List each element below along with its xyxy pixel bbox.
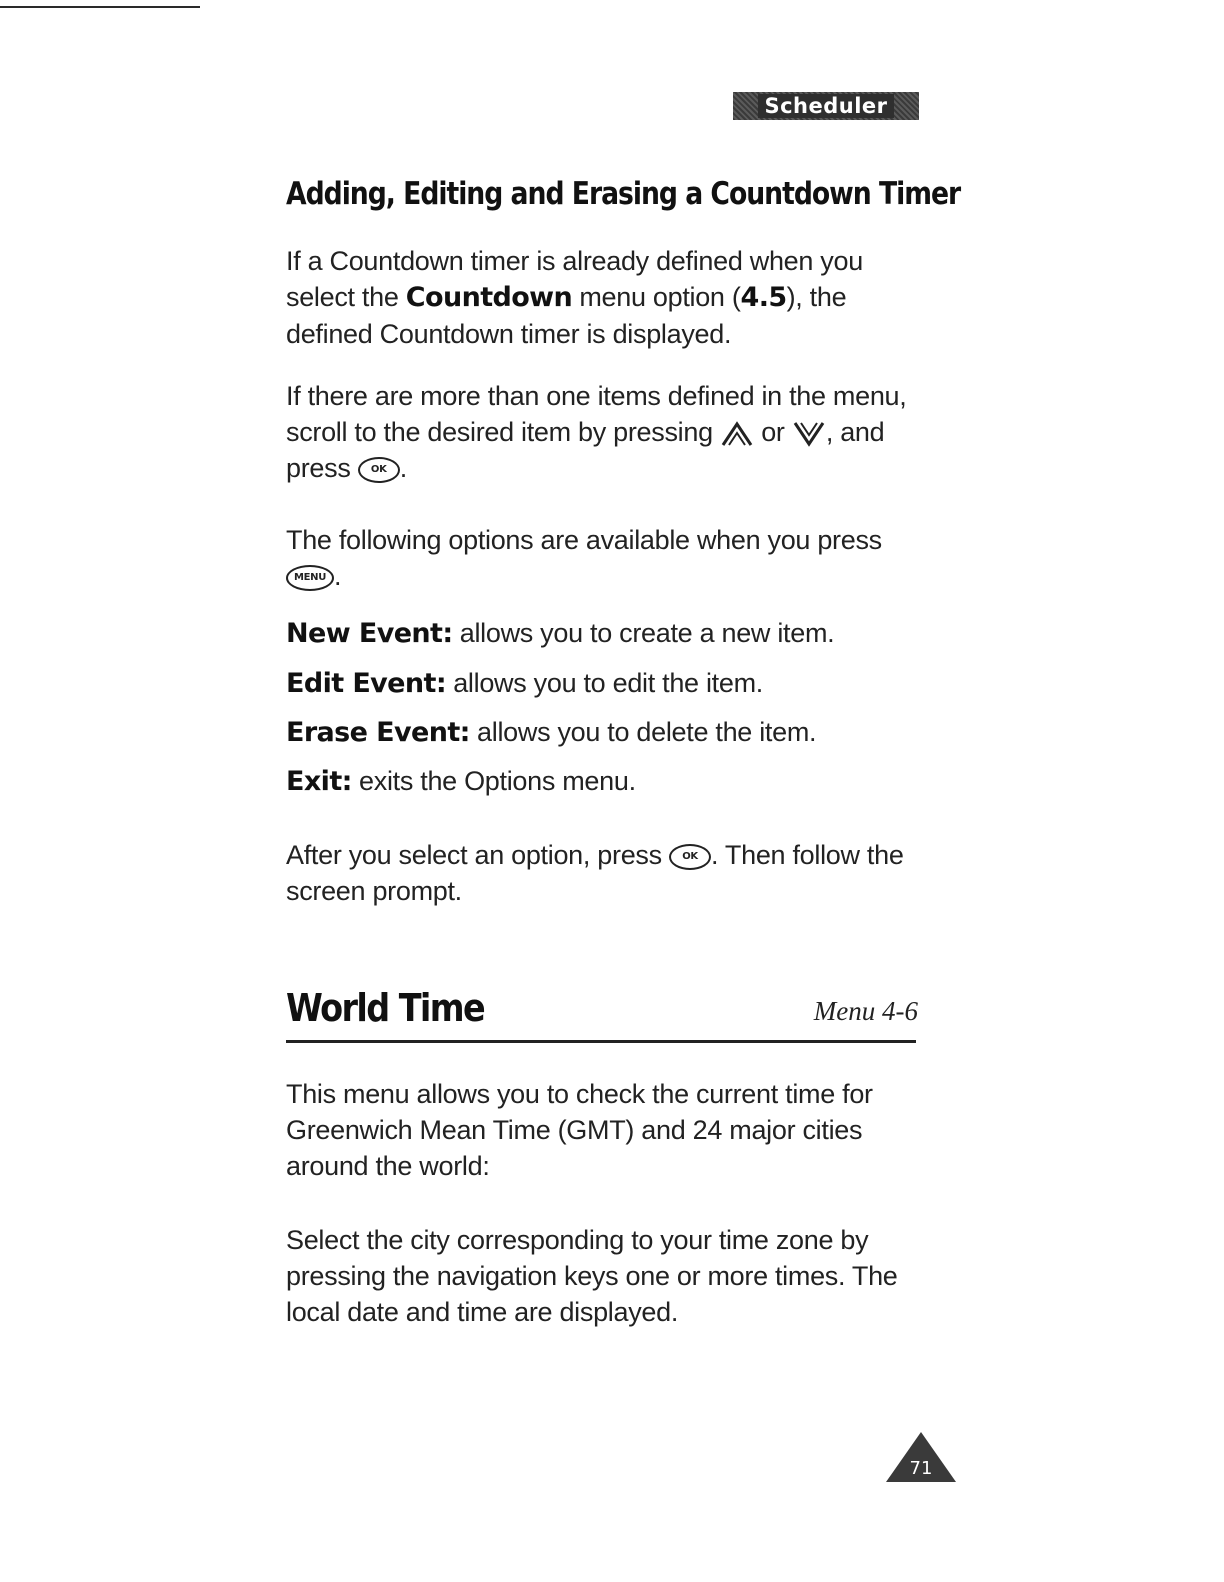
page-number: 71 [909, 1458, 933, 1479]
menu-reference: Menu 4-6 [813, 996, 918, 1026]
countdown-paragraph-2: If there are more than one items defined in the menu, scroll to the desired item by pressing or , and press OK . [286, 381, 907, 483]
up-key-icon [720, 421, 754, 447]
heading-rule [286, 1040, 916, 1043]
countdown-paragraph-1: If a Countdown timer is already defined when you select the Countdown menu option (4.5), the defined Countdown timer is displayed. [286, 246, 863, 349]
menu-key-icon: MENU [286, 565, 334, 591]
top-rule [0, 6, 200, 8]
section-tab [733, 92, 919, 120]
world-time-heading: World Time [286, 986, 485, 1030]
option-new-event: New Event: allows you to create a new item. [286, 618, 835, 649]
ok-key-icon: OK [358, 457, 400, 483]
countdown-paragraph-4: After you select an option, press OK . Then follow the screen prompt. [286, 840, 904, 906]
countdown-menu-number: 4.5 [740, 282, 787, 313]
countdown-menu-name: Countdown [405, 282, 573, 313]
option-erase-event: Erase Event: allows you to delete the item. [286, 717, 817, 748]
countdown-heading: Adding, Editing and Erasing a Countdown Timer [286, 176, 961, 212]
down-key-icon [792, 421, 826, 447]
world-time-paragraph-2: Select the city corresponding to your time zone by pressing the navigation keys one or more times. The local date and time are displayed. [286, 1225, 898, 1327]
section-label: Scheduler [758, 94, 893, 118]
ok-key-icon: OK [669, 844, 711, 870]
option-edit-event: Edit Event: allows you to edit the item. [286, 668, 763, 699]
option-exit: Exit: exits the Options menu. [286, 766, 636, 797]
countdown-paragraph-3: The following options are available when you press MENU . [286, 525, 882, 591]
page-number-badge [884, 1430, 958, 1484]
world-time-paragraph-1: This menu allows you to check the current time for Greenwich Mean Time (GMT) and 24 major cities around the world: [286, 1079, 873, 1181]
